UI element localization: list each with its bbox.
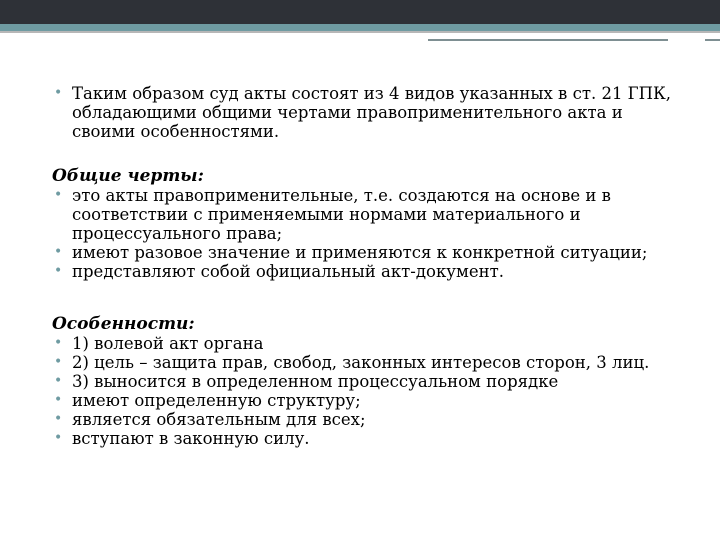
header-accent-band bbox=[0, 24, 720, 31]
list-item: • имеют разовое значение и применяются к конкретной ситуации; bbox=[52, 243, 672, 262]
list-item: • это акты правоприменительные, т.е. создаются на основе и в соответствии с применяемыми нормами материального и процессуального права; bbox=[52, 186, 672, 243]
header-dark-band bbox=[0, 0, 720, 24]
list-item: • имеют определенную структуру; bbox=[52, 391, 672, 410]
list-item: • 1) волевой акт органа bbox=[52, 334, 672, 353]
list-item: • является обязательным для всех; bbox=[52, 410, 672, 429]
list-item: • представляют собой официальный акт-документ. bbox=[52, 262, 672, 281]
list-item: • вступают в законную силу. bbox=[52, 429, 672, 448]
common-features-heading: Общие черты: bbox=[52, 166, 204, 186]
slide-content bbox=[52, 84, 672, 448]
decorative-line bbox=[705, 39, 720, 41]
decorative-line bbox=[428, 39, 668, 41]
list-item: • 2) цель – защита прав, свобод, законных интересов сторон, 3 лиц. bbox=[52, 353, 672, 372]
list-item: • 3) выносится в определенном процессуальном порядке bbox=[52, 372, 672, 391]
header-divider bbox=[0, 31, 720, 33]
intro-paragraph: • Таким образом суд акты состоят из 4 видов указанных в ст. 21 ГПК, обладающими общими чертами правоприменительного акта и своими особенностями. bbox=[52, 84, 672, 141]
peculiarities-heading: Особенности: bbox=[52, 314, 195, 334]
